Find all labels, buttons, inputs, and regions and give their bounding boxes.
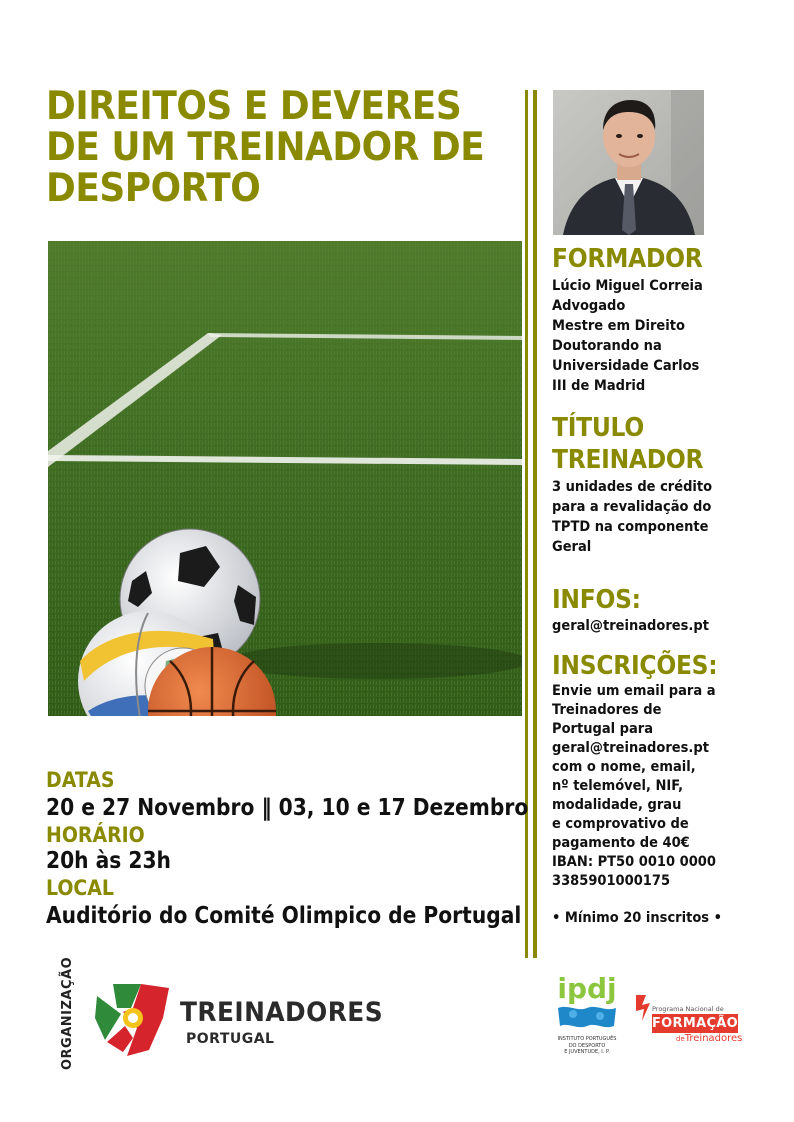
ipdj-caption-line-3: E JUVENTUDE, I. P.	[564, 1049, 610, 1055]
datas-value: 20 e 27 Novembro ‖ 03, 10 e 17 Dezembro	[46, 795, 529, 821]
infos-heading: INFOS:	[552, 585, 641, 615]
minimum-participants: • Mínimo 20 inscritos •	[552, 910, 722, 926]
local-label: LOCAL	[46, 876, 114, 900]
titulo-section	[552, 414, 742, 557]
vertical-divider-thin	[525, 90, 528, 958]
horario-value: 20h às 23h	[46, 848, 171, 874]
pnft-treinadores-text	[676, 1033, 742, 1044]
titulo-heading-line-1: TÍTULO	[552, 413, 644, 443]
pnft-formacao-badge: FORMAÇÃO	[652, 1016, 738, 1031]
formador-text: Lúcio Miguel Correia Advogado Mestre em Direito Doutorando na Universidade Carlos III de Madrid	[552, 278, 703, 394]
titulo-heading-line-2: TREINADOR	[552, 445, 704, 475]
pnft-program-text: Programa Nacional de	[652, 1005, 724, 1013]
poster-title	[46, 84, 485, 211]
treinadores-country: PORTUGAL	[186, 1031, 275, 1047]
pnft-treinadores-word: Treinadores	[684, 1033, 743, 1044]
infos-section	[552, 586, 742, 636]
titulo-text: 3 unidades de crédito para a revalidação do TPTD na componente Geral	[552, 479, 713, 555]
sports-balls-photo	[48, 241, 522, 716]
vertical-divider-thick	[533, 90, 537, 958]
inscricoes-text: Envie um email para a Treinadores de Portugal para geral@treinadores.pt com o nome, email, nº telemóvel, NIF, modalidade, grau e comprovativo de pagamento de 40€ IBAN: PT50 0010 0000 3385901000175	[552, 683, 716, 889]
ipdj-caption-line-1: INSTITUTO PORTUGUÊS	[557, 1036, 617, 1042]
inscricoes-section	[552, 652, 742, 891]
formador-heading: FORMADOR	[552, 244, 703, 274]
local-value: Auditório do Comité Olimpico de Portugal	[46, 903, 522, 929]
pnft-de-text: de	[676, 1035, 685, 1043]
title-line-2: DE UM TREINADOR DE	[46, 125, 485, 170]
ipdj-caption-line-2: DO DESPORTO	[568, 1042, 606, 1049]
title-line-3: DESPORTO	[46, 166, 261, 211]
ipdj-logo-letters: ipdj	[557, 972, 617, 1005]
trainer-portrait	[553, 90, 704, 235]
ipdj-caption	[548, 1036, 626, 1056]
title-line-1: DIREITOS E DEVERES	[46, 84, 462, 129]
horario-label: HORÁRIO	[46, 823, 145, 847]
treinadores-name: TREINADORES	[180, 997, 384, 1028]
inscricoes-heading: INSCRIÇÕES:	[552, 651, 718, 681]
formador-section	[552, 245, 742, 396]
infos-email[interactable]: geral@treinadores.pt	[552, 618, 709, 634]
organizacao-label: ORGANIZAÇÃO	[60, 956, 75, 1070]
treinadores-portugal-logo	[93, 978, 178, 1058]
datas-label: DATAS	[46, 768, 115, 792]
